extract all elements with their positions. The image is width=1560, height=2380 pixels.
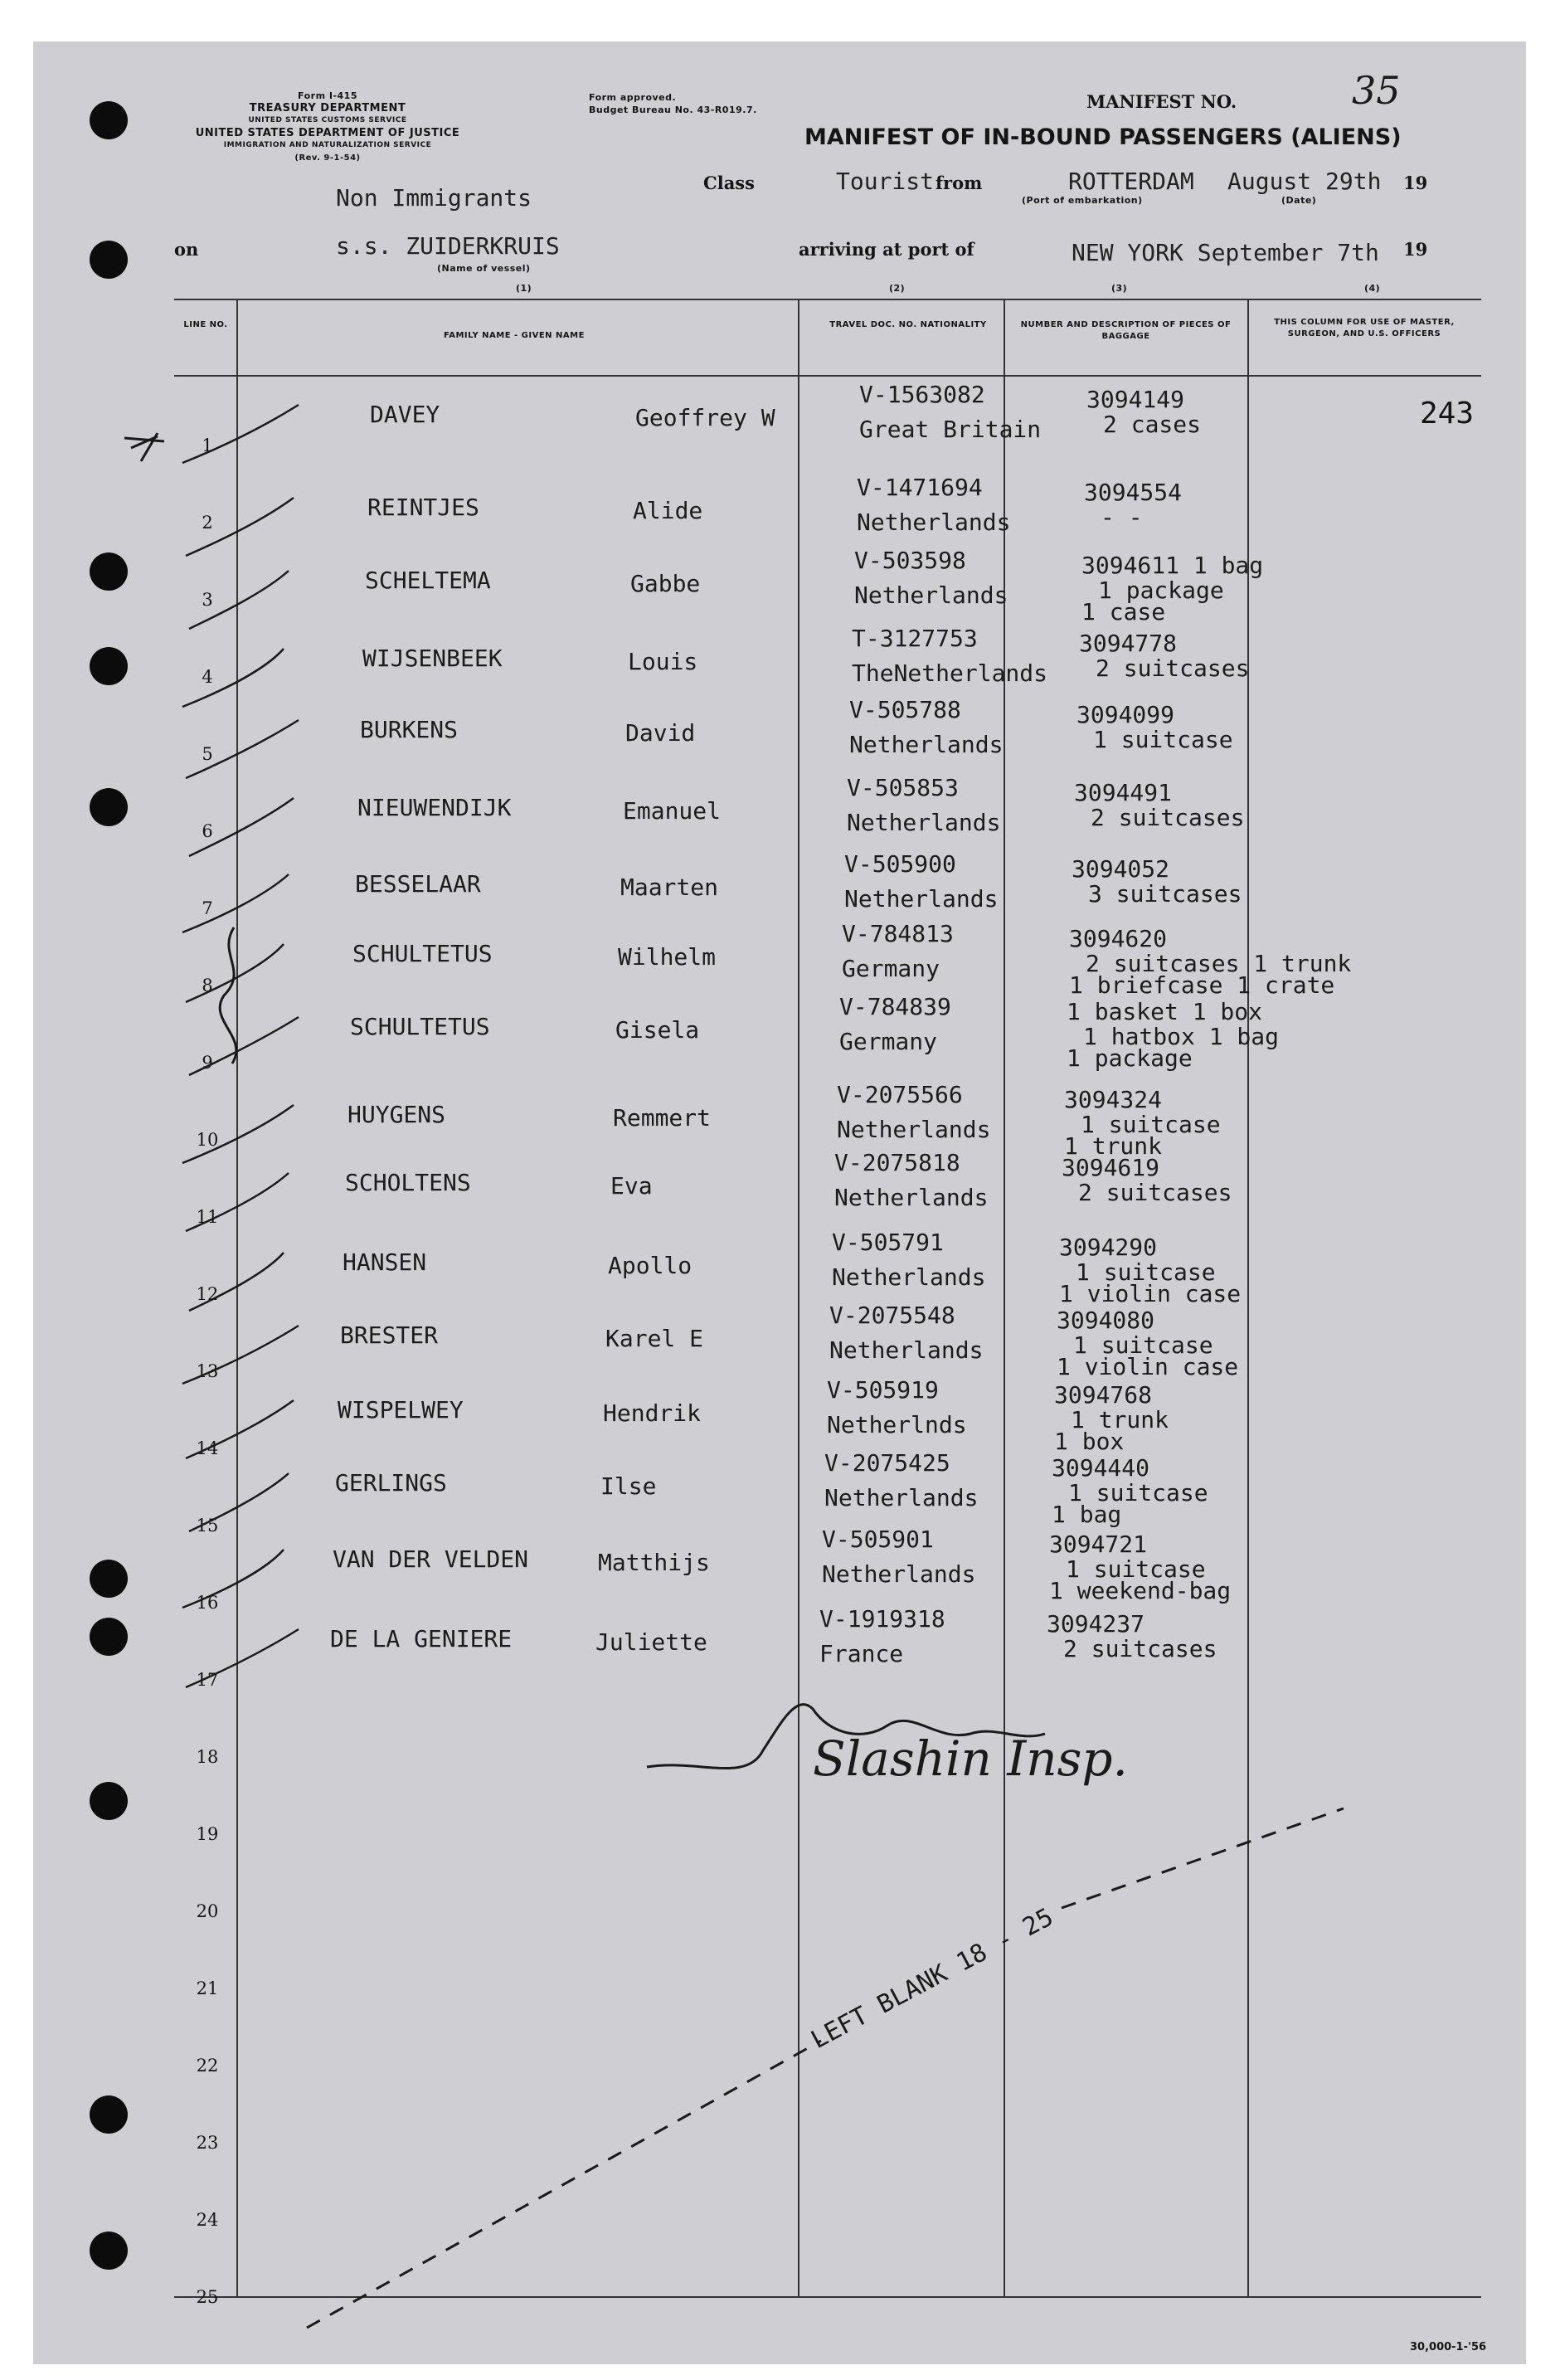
line-number: 24 bbox=[196, 2210, 219, 2230]
nationality: Germany bbox=[839, 1028, 938, 1055]
baggage-number: 3094619 bbox=[1062, 1154, 1160, 1181]
baggage-line-1: 1 suitcase bbox=[1066, 1555, 1206, 1583]
passenger-given-name: Juliette bbox=[595, 1628, 707, 1656]
passenger-family-name: BESSELAAR bbox=[355, 870, 481, 898]
passenger-family-name: SCHULTETUS bbox=[350, 1013, 490, 1040]
baggage-number: 3094324 bbox=[1064, 1086, 1163, 1113]
line-number: 17 bbox=[196, 1670, 219, 1690]
baggage-number: 3094620 bbox=[1069, 925, 1168, 952]
line-number: 5 bbox=[202, 744, 213, 764]
baggage-line-1: 2 suitcases 1 trunk bbox=[1086, 950, 1352, 977]
nationality: France bbox=[819, 1640, 904, 1667]
travel-doc-number: V-1471694 bbox=[857, 474, 983, 501]
date-caption: (Date) bbox=[1281, 195, 1317, 206]
col-num-4: (4) bbox=[1364, 283, 1381, 294]
baggage-line-2: 1 briefcase 1 crate bbox=[1069, 971, 1335, 999]
baggage-line-2: 1 bag bbox=[1052, 1501, 1122, 1528]
baggage-number: 3094778 bbox=[1079, 630, 1178, 657]
baggage-line-1: 1 suitcase bbox=[1076, 1258, 1216, 1286]
line-number: 15 bbox=[196, 1516, 219, 1536]
margin-number: 243 bbox=[1420, 397, 1475, 431]
check-mark bbox=[182, 1550, 284, 1608]
left-blank-note: LEFT BLANK 18 - 25 bbox=[806, 1902, 1058, 2056]
passenger-given-name: David bbox=[625, 719, 696, 747]
check-mark bbox=[182, 1326, 299, 1384]
nationality: Netherlands bbox=[837, 1116, 991, 1143]
baggage-line-1: 2 suitcases bbox=[1078, 1179, 1232, 1206]
baggage-line-1: 2 cases bbox=[1103, 411, 1202, 438]
nationality: Netherlands bbox=[849, 731, 1004, 758]
baggage-line-2: 1 package bbox=[1067, 1044, 1193, 1072]
form-id: Form I-415 bbox=[298, 90, 357, 101]
baggage-line-1: 1 suitcase bbox=[1081, 1111, 1221, 1138]
travel-doc-number: V-505791 bbox=[832, 1229, 944, 1256]
passenger-family-name: SCHULTETUS bbox=[352, 940, 493, 967]
signature: Slashin Insp. bbox=[813, 1730, 1128, 1787]
line-number: 16 bbox=[196, 1593, 219, 1613]
col-header-name: FAMILY NAME - GIVEN NAME bbox=[444, 331, 585, 340]
passenger-given-name: Emanuel bbox=[623, 797, 722, 825]
class-value: Tourist bbox=[836, 168, 935, 195]
baggage-number: 3094290 bbox=[1059, 1234, 1158, 1261]
travel-doc-number: V-503598 bbox=[854, 547, 966, 574]
passenger-family-name: WISPELWEY bbox=[338, 1396, 464, 1424]
vessel-caption: (Name of vessel) bbox=[437, 263, 531, 274]
nationality: Netherlands bbox=[847, 809, 1001, 836]
passenger-given-name: Apollo bbox=[608, 1252, 693, 1279]
passenger-family-name: DE LA GENIERE bbox=[330, 1625, 513, 1652]
baggage-line-2: 1 violin case bbox=[1059, 1280, 1242, 1307]
arriving-label: arriving at port of bbox=[799, 239, 974, 260]
travel-doc-number: V-505900 bbox=[844, 850, 956, 878]
check-mark bbox=[182, 405, 299, 463]
baggage-number: 3094149 bbox=[1086, 386, 1185, 413]
form-approved: Form approved. bbox=[589, 92, 677, 103]
travel-doc-number: V-1919318 bbox=[819, 1605, 945, 1633]
baggage-number: 3094440 bbox=[1052, 1454, 1150, 1482]
passenger-given-name: Maarten bbox=[620, 874, 719, 901]
travel-doc-number: T-3127753 bbox=[852, 625, 978, 652]
service: UNITED STATES CUSTOMS SERVICE bbox=[248, 116, 407, 124]
travel-doc-number: V-505788 bbox=[849, 696, 961, 723]
passenger-given-name: Karel E bbox=[605, 1325, 704, 1352]
passenger-family-name: HANSEN bbox=[343, 1248, 427, 1276]
passenger-family-name: DAVEY bbox=[370, 401, 440, 428]
department: TREASURY DEPARTMENT bbox=[249, 102, 406, 114]
justice-dept: UNITED STATES DEPARTMENT OF JUSTICE bbox=[195, 127, 460, 139]
baggage-line-1: 2 suitcases bbox=[1063, 1635, 1217, 1662]
left-blank-dashes-upper bbox=[1062, 1808, 1344, 1908]
baggage-number: 3094080 bbox=[1057, 1307, 1155, 1334]
passenger-given-name: Alide bbox=[633, 497, 703, 524]
check-mark bbox=[182, 649, 284, 707]
travel-doc-number: V-2075548 bbox=[829, 1302, 955, 1329]
year-label: 19 bbox=[1403, 173, 1428, 193]
passenger-family-name: GERLINGS bbox=[335, 1469, 447, 1497]
baggage-line-2: 1 box bbox=[1054, 1428, 1125, 1455]
line-number: 12 bbox=[196, 1284, 219, 1304]
baggage-number: 3094611 1 bag bbox=[1081, 552, 1264, 579]
baggage-line-1: - - bbox=[1101, 504, 1143, 531]
passenger-given-name: Matthijs bbox=[598, 1549, 710, 1576]
check-mark bbox=[189, 571, 289, 629]
check-mark bbox=[186, 1173, 289, 1231]
nationality: TheNetherlands bbox=[852, 659, 1048, 687]
bracket-mark bbox=[220, 927, 236, 1063]
baggage-line-2: 1 case bbox=[1081, 598, 1166, 625]
line-number: 13 bbox=[196, 1361, 219, 1381]
line-number: 18 bbox=[196, 1747, 219, 1767]
nationality: Netherlnds bbox=[827, 1411, 967, 1438]
departure-date: August 29th bbox=[1227, 168, 1382, 195]
check-mark bbox=[189, 1017, 299, 1075]
nationality: Netherlands bbox=[857, 509, 1011, 536]
passenger-family-name: BRESTER bbox=[340, 1321, 439, 1349]
baggage-number: 3094099 bbox=[1076, 701, 1175, 728]
line-number: 3 bbox=[202, 590, 213, 610]
line-number: 22 bbox=[196, 2056, 219, 2076]
travel-doc-number: V-505919 bbox=[827, 1376, 939, 1404]
col-num-1: (1) bbox=[516, 283, 532, 294]
baggage-line-1: 2 suitcases bbox=[1096, 655, 1250, 682]
manifest-number: 35 bbox=[1352, 68, 1401, 113]
line-number: 10 bbox=[196, 1130, 219, 1150]
revision: (Rev. 9-1-54) bbox=[294, 153, 361, 163]
passenger-given-name: Eva bbox=[610, 1172, 653, 1200]
baggage-number: 3094052 bbox=[1072, 855, 1170, 883]
passenger-given-name: Wilhelm bbox=[618, 943, 717, 971]
baggage-number: 3094491 bbox=[1074, 779, 1173, 806]
arrival-port: NEW YORK September 7th bbox=[1072, 239, 1379, 266]
budget-bureau: Budget Bureau No. 43-R019.7. bbox=[589, 105, 757, 115]
baggage-line-2: 1 weekend-bag bbox=[1049, 1577, 1232, 1604]
col-header-line-no: LINE NO. bbox=[183, 320, 228, 329]
baggage-line-2: 1 trunk bbox=[1064, 1132, 1163, 1160]
vessel-name: s.s. ZUIDERKRUIS bbox=[336, 232, 560, 260]
line-number: 2 bbox=[202, 513, 213, 533]
page-title: MANIFEST OF IN-BOUND PASSENGERS (ALIENS) bbox=[804, 124, 1402, 150]
travel-doc-number: V-1563082 bbox=[859, 381, 985, 408]
passenger-family-name: VAN DER VELDEN bbox=[333, 1545, 529, 1573]
col-header-travel-doc: TRAVEL DOC. NO. NATIONALITY bbox=[829, 320, 987, 329]
immigration: IMMIGRATION AND NATURALIZATION SERVICE bbox=[223, 141, 432, 149]
check-mark bbox=[182, 874, 289, 932]
passenger-family-name: WIJSENBEEK bbox=[362, 645, 503, 672]
baggage-line-1: 1 suitcase bbox=[1093, 726, 1233, 753]
baggage-line-2: 1 violin case bbox=[1057, 1353, 1239, 1380]
line-number: 7 bbox=[202, 898, 213, 918]
line-number: 20 bbox=[196, 1901, 219, 1921]
passenger-given-name: Hendrik bbox=[603, 1399, 702, 1427]
baggage-number: 3094721 bbox=[1049, 1531, 1148, 1558]
check-mark bbox=[182, 1105, 294, 1163]
passenger-family-name: HUYGENS bbox=[347, 1101, 446, 1128]
line1-margin-mark bbox=[124, 433, 164, 461]
line-number: 1 bbox=[202, 436, 213, 455]
check-mark bbox=[186, 720, 299, 778]
from-label: from bbox=[936, 173, 983, 193]
check-marks bbox=[182, 405, 299, 1687]
travel-doc-number: V-2075818 bbox=[834, 1149, 960, 1176]
nationality: Netherlands bbox=[854, 582, 1008, 609]
line-number: 11 bbox=[196, 1207, 219, 1227]
nationality: Netherlands bbox=[822, 1560, 976, 1588]
baggage-number: 3094768 bbox=[1054, 1381, 1153, 1409]
nationality: Germany bbox=[842, 955, 940, 982]
nationality: Netherlands bbox=[824, 1484, 979, 1511]
col-num-3: (3) bbox=[1111, 283, 1128, 294]
passenger-given-name: Gisela bbox=[615, 1016, 700, 1044]
embark-caption: (Port of embarkation) bbox=[1022, 195, 1143, 206]
baggage-line-1: 2 suitcases bbox=[1091, 804, 1245, 831]
line-number: 25 bbox=[196, 2287, 219, 2307]
passenger-given-name: Geoffrey W bbox=[635, 404, 775, 431]
baggage-number: 3094237 bbox=[1047, 1610, 1145, 1638]
passenger-given-name: Gabbe bbox=[630, 570, 701, 597]
line-number: 19 bbox=[196, 1824, 219, 1844]
travel-doc-number: V-2075425 bbox=[824, 1449, 950, 1477]
baggage-line-1: 1 package bbox=[1098, 577, 1224, 604]
port-of-embarkation: ROTTERDAM bbox=[1068, 168, 1194, 195]
line-number: 21 bbox=[196, 1978, 219, 1998]
check-mark bbox=[186, 1629, 299, 1687]
check-mark bbox=[186, 1400, 294, 1458]
travel-doc-number: V-505853 bbox=[847, 774, 959, 801]
passenger-family-name: BURKENS bbox=[360, 716, 459, 743]
baggage-line-1: 3 suitcases bbox=[1088, 880, 1242, 908]
col-header-officers: THIS COLUMN FOR USE OF MASTER, SURGEON, AND U.S. OFFICERS bbox=[1274, 318, 1455, 338]
passenger-given-name: Louis bbox=[628, 648, 698, 675]
on-label: on bbox=[174, 239, 199, 260]
nationality: Netherlands bbox=[832, 1263, 986, 1291]
line-number: 14 bbox=[196, 1438, 219, 1458]
line-number: 4 bbox=[202, 667, 213, 687]
baggage-line-1: 1 suitcase bbox=[1068, 1479, 1208, 1506]
line-number: 8 bbox=[202, 976, 213, 995]
arrival-year-label: 19 bbox=[1403, 239, 1428, 260]
travel-doc-number: V-784813 bbox=[842, 920, 954, 947]
passenger-family-name: NIEUWENDIJK bbox=[357, 794, 512, 821]
col-header-baggage: NUMBER AND DESCRIPTION OF PIECES OF BAGGAGE bbox=[1020, 320, 1232, 341]
left-blank-dashes-lower bbox=[307, 2041, 821, 2328]
nationality: Netherlands bbox=[829, 1336, 984, 1364]
check-mark bbox=[189, 798, 294, 856]
baggage-line-1: 1 suitcase bbox=[1073, 1331, 1213, 1359]
passenger-family-name: SCHELTEMA bbox=[365, 567, 491, 594]
check-mark bbox=[189, 1473, 289, 1531]
category: Non Immigrants bbox=[336, 184, 532, 212]
check-mark bbox=[186, 498, 294, 556]
line-number: 9 bbox=[202, 1053, 213, 1073]
line-number: 6 bbox=[202, 821, 213, 841]
nationality: Netherlands bbox=[834, 1184, 989, 1211]
manifest-no-label: MANIFEST NO. bbox=[1086, 91, 1237, 112]
passenger-given-name: Ilse bbox=[600, 1472, 657, 1500]
passenger-family-name: SCHOLTENS bbox=[345, 1169, 471, 1196]
travel-doc-number: V-505901 bbox=[822, 1526, 934, 1553]
passenger-family-name: REINTJES bbox=[367, 494, 479, 521]
class-label: Class bbox=[703, 173, 755, 193]
nationality: Great Britain bbox=[859, 416, 1042, 443]
col-num-2: (2) bbox=[889, 283, 906, 294]
baggage-line-1: 1 trunk bbox=[1071, 1406, 1169, 1433]
line-number: 23 bbox=[196, 2133, 219, 2153]
baggage-line-1: 1 hatbox 1 bag bbox=[1083, 1023, 1280, 1050]
nationality: Netherlands bbox=[844, 885, 999, 913]
travel-doc-number: V-2075566 bbox=[837, 1081, 963, 1108]
baggage-number: 1 basket 1 box bbox=[1067, 998, 1263, 1025]
passenger-given-name: Remmert bbox=[613, 1104, 712, 1132]
footer-code: 30,000-1-'56 bbox=[1410, 2341, 1487, 2353]
check-mark bbox=[189, 1253, 284, 1311]
travel-doc-number: V-784839 bbox=[839, 993, 951, 1020]
baggage-number: 3094554 bbox=[1084, 479, 1183, 506]
